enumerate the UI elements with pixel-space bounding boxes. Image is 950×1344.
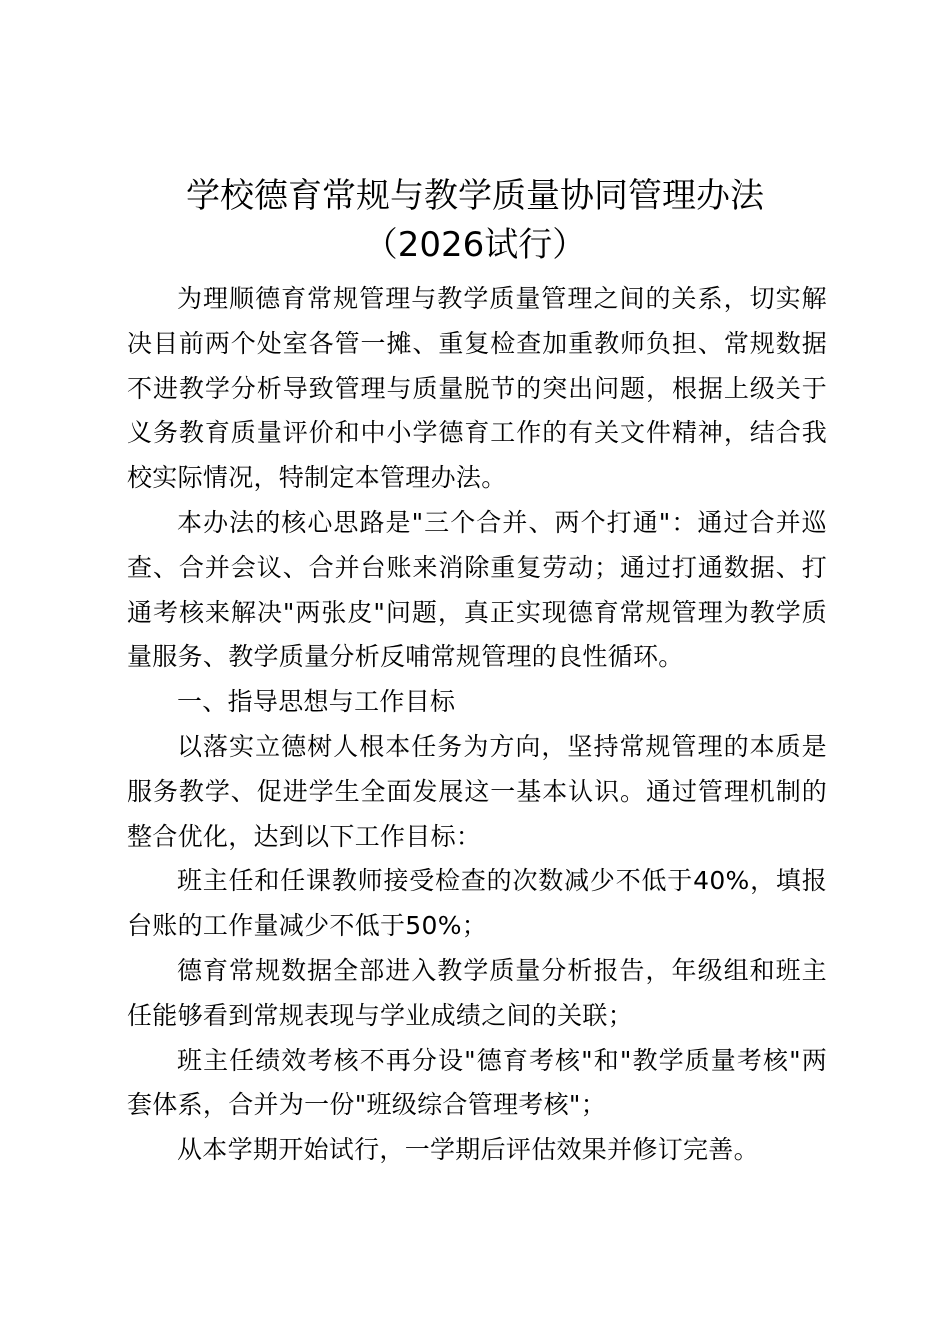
section-heading: 一、指导思想与工作目标 (177, 687, 456, 717)
guiding-paragraph: 以落实立德树人根本任务为方向，坚持常规管理的本质是服务教学、促进学生全面发展这一基本认识。通过管理机制的整合优化，达到以下工作目标： (127, 731, 827, 851)
document-title: 学校德育常规与教学质量协同管理办法 (186, 176, 764, 216)
goal-item: 从本学期开始试行，一学期后评估效果并修订完善。 (177, 1135, 759, 1165)
goal-item: 德育常规数据全部进入教学质量分析报告，年级组和班主任能够看到常规表现与学业成绩之间的关联； (127, 955, 827, 1030)
core-idea-paragraph: 本办法的核心思路是"三个合并、两个打通"：通过合并巡查、合并会议、合并台账来消除重复劳动；通过打通数据、打通考核来解决"两张皮"问题，真正实现德育常规管理为教学质量服务、教学质量分析反哺常规管理的良性循环。 (127, 507, 827, 672)
goal-item: 班主任和任课教师接受检查的次数减少不低于40%，填报台账的工作量减少不低于50%； (127, 866, 827, 941)
document-body (127, 277, 827, 1173)
intro-paragraph: 为理顺德育常规管理与教学质量管理之间的关系，切实解决目前两个处室各管一摊、重复检查加重教师负担、常规数据不进教学分析导致管理与质量脱节的突出问题，根据上级关于义务教育质量评价和中小学德育工作的有关文件精神，结合我校实际情况，特制定本管理办法。 (127, 284, 827, 493)
document-subtitle: （2026试行） (363, 225, 587, 265)
goal-item: 班主任绩效考核不再分设"德育考核"和"教学质量考核"两套体系，合并为一份"班级综合管理考核"； (127, 1045, 827, 1120)
